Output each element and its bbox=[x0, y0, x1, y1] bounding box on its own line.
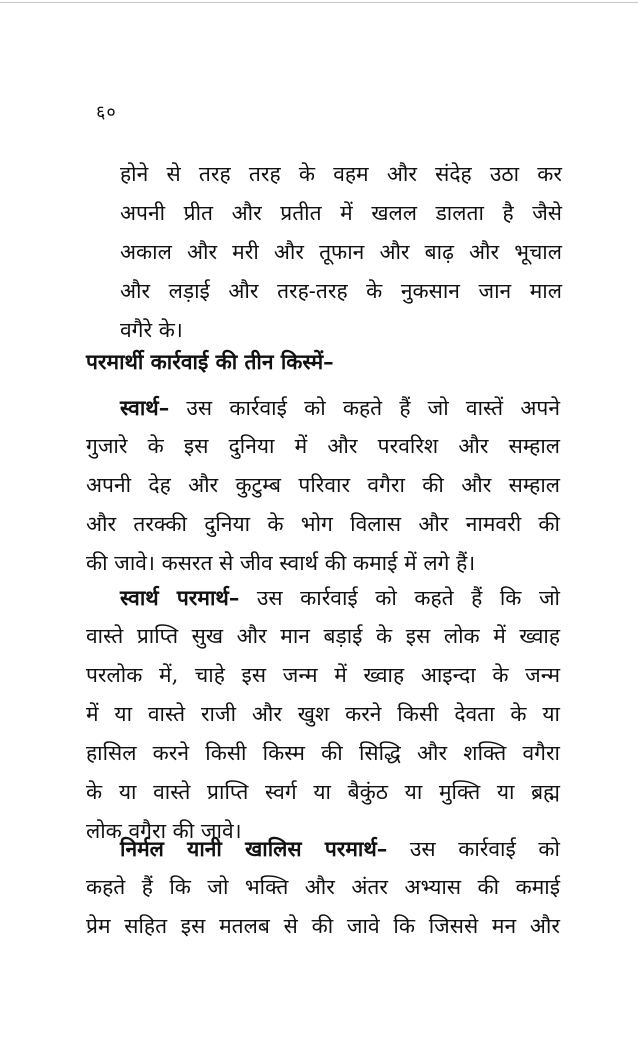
text-line: वास्ते प्राप्ति सुख और मान बड़ाई के इस लोक में ख्वाह bbox=[86, 624, 560, 648]
text-line: लोक वगैरा की जावे। bbox=[86, 819, 242, 843]
top-edge-line bbox=[0, 2, 638, 3]
text-line bbox=[86, 388, 560, 427]
text-line: कहते हैं कि जो भक्ति और अंतर अभ्यास की कमाई bbox=[86, 875, 560, 899]
text-line: और तरक्की दुनिया के भोग विलास और नामवरी की bbox=[86, 512, 560, 536]
paragraph-nirmal-parmarth bbox=[86, 829, 560, 946]
page-number: ६० bbox=[96, 102, 117, 123]
text-line: की जावे। कसरत से जीव स्वार्थ की कमाई में लगे हैं। bbox=[86, 551, 476, 575]
term-definition-start: उस कार्रवाई को कहते हैं जो वास्तें अपने bbox=[186, 396, 560, 420]
text-line bbox=[86, 578, 560, 617]
term-definition-start: उस कार्रवाई को bbox=[409, 837, 560, 861]
text-line: और लड़ाई और तरह-तरह के नुकसान जान माल bbox=[120, 279, 562, 303]
paragraph-swarth bbox=[86, 388, 560, 583]
text-line: प्रेम सहित इस मतलब से की जावे कि जिससे मन और bbox=[86, 914, 560, 938]
text-line: परलोक में, चाहे इस जन्म में ख्वाह आइन्दा के जन्म bbox=[86, 663, 560, 687]
text-line: गुजारे के इस दुनिया में और परवरिश और सम्हाल bbox=[86, 434, 560, 458]
term-label: स्वार्थ परमार्थ– bbox=[120, 585, 240, 610]
term-label: स्वार्थ– bbox=[120, 395, 170, 420]
text-line: अपनी देह और कुटुम्ब परिवार वगैरा की और सम्हाल bbox=[86, 473, 560, 497]
text-line: में या वास्ते राजी और खुश करने किसी देवता के या bbox=[86, 702, 560, 726]
text-line bbox=[86, 829, 560, 868]
text-line: वगैरे के। bbox=[120, 318, 183, 342]
continuation-paragraph bbox=[120, 155, 562, 350]
text-line: होने से तरह तरह के वहम और संदेह उठा कर bbox=[120, 162, 562, 186]
text-line: अपनी प्रीत और प्रतीत में खलल डालता है जैसे bbox=[120, 201, 562, 225]
text-line: हासिल करने किसी किस्म की सिद्धि और शक्ति वगैरा bbox=[86, 741, 560, 765]
paragraph-swarth-parmarth bbox=[86, 578, 560, 851]
term-label: निर्मल यानी खालिस परमार्थ– bbox=[120, 836, 388, 861]
text-line: अकाल और मरी और तूफान और बाढ़ और भूचाल bbox=[120, 240, 562, 264]
text-line: के या वास्ते प्राप्ति स्वर्ग या बैकुंठ या मुक्ति या ब्रह्म bbox=[86, 780, 560, 804]
section-heading: परमार्थी कार्रवाई की तीन किस्में– bbox=[86, 349, 334, 374]
term-definition-start: उस कार्रवाई को कहते हैं कि जो bbox=[256, 586, 560, 610]
